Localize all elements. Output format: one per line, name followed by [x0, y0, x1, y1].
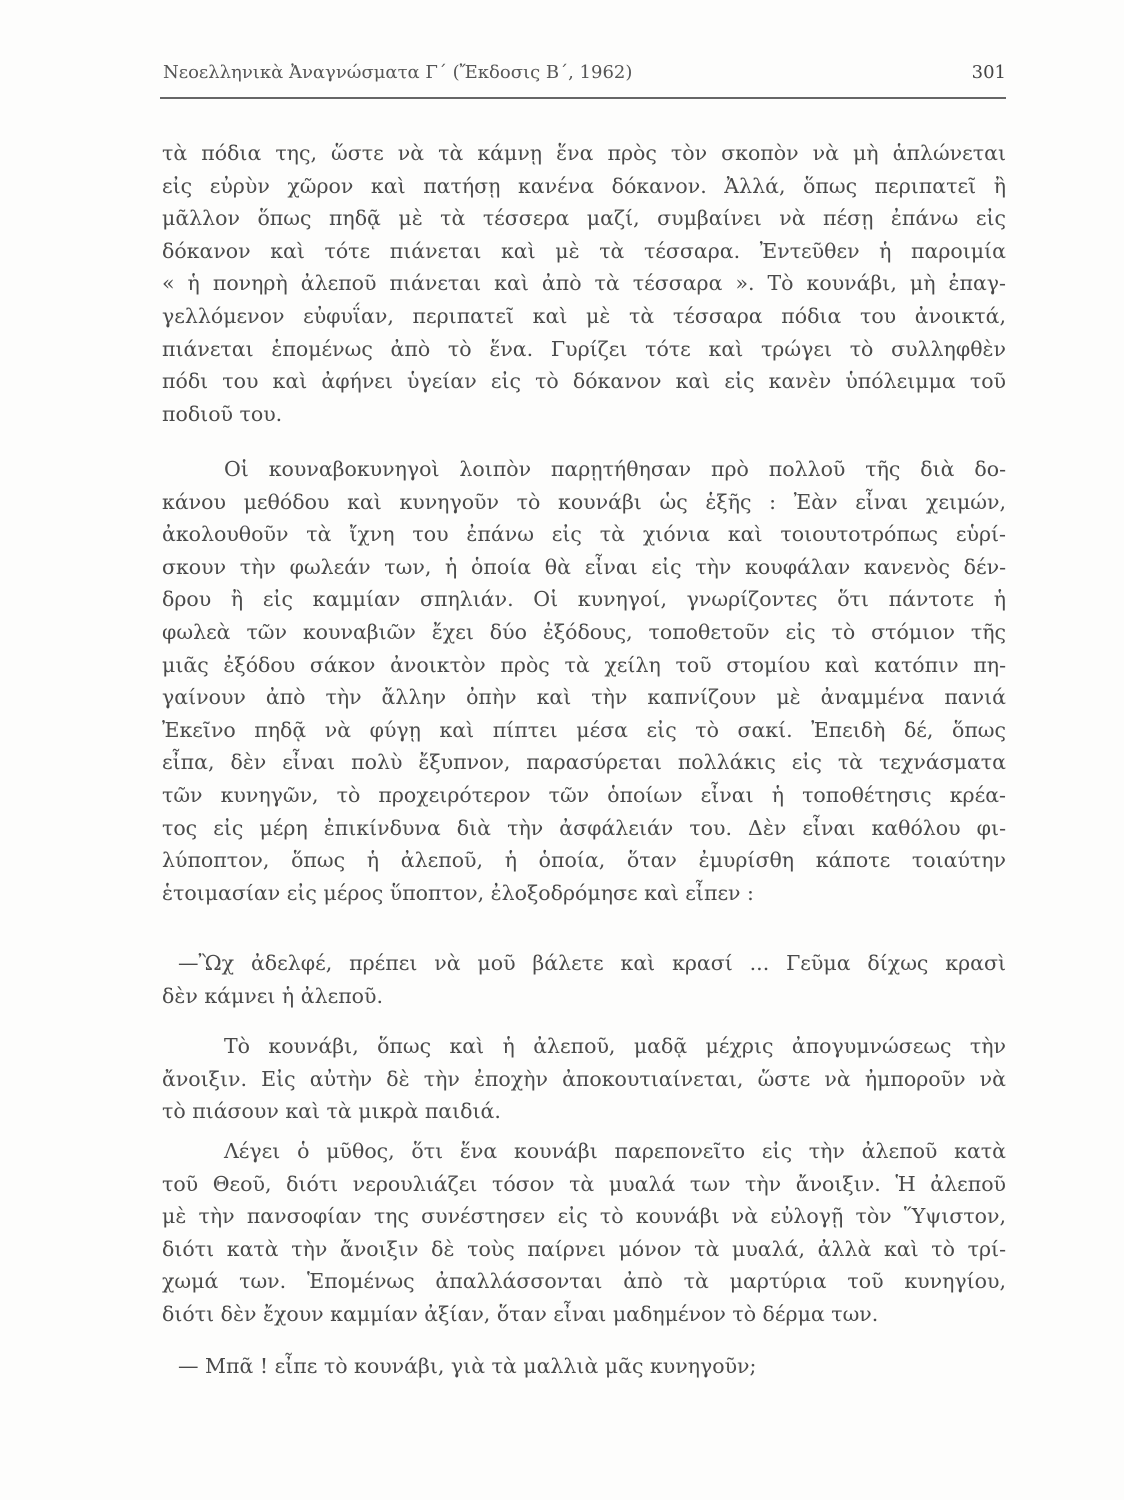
- text-line: « ἡ πονηρὴ ἀλεποῦ πιάνεται καὶ ἀπὸ τὰ τέσσαρα ». Τὸ κουνάβι, μὴ ἐπαγ-: [162, 271, 1006, 296]
- text-line: κάνου μεθόδου καὶ κυνηγοῦν τὸ κουνάβι ὡς ἑξῆς : Ἐὰν εἶναι χειμών,: [162, 489, 1006, 514]
- text-line: πιάνεται ἑπομένως ἀπὸ τὸ ἕνα. Γυρίζει τότε καὶ τρώγει τὸ συλληφθὲν: [162, 336, 1006, 361]
- text-line: γαίνουν ἀπὸ τὴν ἄλλην ὀπὴν καὶ τὴν καπνίζουν μὲ ἀναμμένα πανιά: [162, 685, 1006, 710]
- text-line: τὰ πόδια της, ὥστε νὰ τὰ κάμνῃ ἕνα πρὸς τὸν σκοπὸν νὰ μὴ ἁπλώνεται: [162, 141, 1006, 165]
- text-line: —Ὢχ ἀδελφέ, πρέπει νὰ μοῦ βάλετε καὶ κρασί ... Γεῦμα δίχως κρασὶ: [178, 951, 1006, 975]
- text-line: πόδι του καὶ ἀφήνει ὑγείαν εἰς τὸ δόκανον καὶ εἰς κανὲν ὑπόλειμμα τοῦ: [162, 369, 1006, 394]
- text-line: δόκανον καὶ τότε πιάνεται καὶ μὲ τὰ τέσσαρα. Ἐντεῦθεν ἡ παροιμία: [162, 238, 1006, 263]
- text-line: τοῦ Θεοῦ, διότι νερουλιάζει τόσον τὰ μυαλά των τὴν ἄνοιξιν. Ἡ ἀλεποῦ: [162, 1171, 1006, 1196]
- paragraph: [162, 453, 1006, 909]
- text-line: Ἐκεῖνο πηδᾷ νὰ φύγῃ καὶ πίπτει μέσα εἰς τὸ σακί. Ἐπειδὴ δέ, ὅπως: [162, 717, 1006, 742]
- text-line: ἀκολουθοῦν τὰ ἴχνη του ἐπάνω εἰς τὰ χιόνια καὶ τοιουτοτρόπως εὑρί-: [162, 522, 1006, 547]
- text-line: δρου ἢ εἰς καμμίαν σπηλιάν. Οἱ κυνηγοί, γνωρίζοντες ὅτι πάντοτε ἡ: [162, 587, 1006, 612]
- text-line: χωμά των. Ἑπομένως ἀπαλλάσσονται ἀπὸ τὰ μαρτύρια τοῦ κυνηγίου,: [162, 1269, 1006, 1294]
- text-line: φωλεὰ τῶν κουναβιῶν ἔχει δύο ἐξόδους, τοποθετοῦν εἰς τὸ στόμιον τῆς: [162, 619, 1006, 644]
- text-line: εἶπα, δὲν εἶναι πολὺ ἔξυπνον, παρασύρεται πολλάκις εἰς τὰ τεχνάσματα: [162, 750, 1006, 775]
- text-line: μᾶλλον ὅπως πηδᾷ μὲ τὰ τέσσερα μαζί, συμβαίνει νὰ πέσῃ ἐπάνω εἰς: [162, 206, 1006, 231]
- text-line: τος εἰς μέρη ἐπικίνδυνα διὰ τὴν ἀσφάλειάν του. Δὲν εἶναι καθόλου φι-: [162, 815, 1006, 840]
- running-title: Νεοελληνικὰ Ἀναγνώσματα Γ΄ (Ἔκδοσις Β΄, 1962): [163, 62, 633, 83]
- text-line: τὸ πιάσουν καὶ τὰ μικρὰ παιδιά.: [162, 1099, 501, 1124]
- text-line: Τὸ κουνάβι, ὅπως καὶ ἡ ἀλεποῦ, μαδᾷ μέχρις ἀπογυμνώσεως τὴν: [224, 1034, 1006, 1058]
- text-line: Οἱ κουναβοκυνηγοὶ λοιπὸν παρῃτήθησαν πρὸ πολλοῦ τῆς διὰ δο-: [224, 457, 1006, 481]
- paragraph: [162, 1030, 1006, 1128]
- text-line: λύποπτον, ὅπως ἡ ἀλεποῦ, ἡ ὁποία, ὅταν ἐμυρίσθη κάποτε τοιαύτην: [162, 848, 1006, 873]
- text-line: μὲ τὴν πανσοφίαν της συνέστησεν εἰς τὸ κουνάβι νὰ εὐλογῇ τὸν Ὕψιστον,: [162, 1204, 1006, 1229]
- text-line: ποδιοῦ του.: [162, 401, 283, 426]
- page-number: 301: [971, 62, 1006, 83]
- header-rule: [160, 97, 1006, 99]
- text-line: δὲν κάμνει ἡ ἀλεποῦ.: [162, 983, 383, 1008]
- text-line: μιᾶς ἐξόδου σάκον ἀνοικτὸν πρὸς τὰ χείλη τοῦ στομίου καὶ κατόπιν πη-: [162, 652, 1006, 677]
- paragraph: [162, 1135, 1006, 1331]
- paragraph: [162, 137, 1006, 430]
- text-line: διότι δὲν ἔχουν καμμίαν ἀξίαν, ὅταν εἶναι μαδημένον τὸ δέρμα των.: [162, 1301, 879, 1326]
- paragraph: [162, 1350, 1006, 1383]
- text-line: εἰς εὐρὺν χῶρον καὶ πατήσῃ κανένα δόκανον. Ἀλλά, ὅπως περιπατεῖ ἢ: [162, 173, 1006, 198]
- text-line: — Μπᾶ ! εἶπε τὸ κουνάβι, γιὰ τὰ μαλλιὰ μᾶς κυνηγοῦν;: [178, 1354, 757, 1378]
- text-line: τῶν κυνηγῶν, τὸ προχειρότερον τῶν ὁποίων εἶναι ἡ τοποθέτησις κρέα-: [162, 782, 1006, 807]
- paragraph: [162, 947, 1006, 1012]
- text-line: ἄνοιξιν. Εἰς αὐτὴν δὲ τὴν ἐποχὴν ἀποκουτιαίνεται, ὥστε νὰ ἠμποροῦν νὰ: [162, 1066, 1006, 1091]
- text-line: σκουν τὴν φωλεάν των, ἡ ὁποία θὰ εἶναι εἰς τὴν κουφάλαν κανενὸς δέν-: [162, 554, 1006, 579]
- text-line: ἑτοιμασίαν εἰς μέρος ὕποπτον, ἐλοξοδρόμησε καὶ εἶπεν :: [162, 880, 754, 905]
- text-line: γελλόμενον εὐφυΐαν, περιπατεῖ καὶ μὲ τὰ τέσσαρα πόδια του ἀνοικτά,: [162, 303, 1006, 328]
- text-line: Λέγει ὁ μῦθος, ὅτι ἕνα κουνάβι παρεπονεῖτο εἰς τὴν ἀλεποῦ κατὰ: [224, 1139, 1006, 1163]
- text-line: διότι κατὰ τὴν ἄνοιξιν δὲ τοὺς παίρνει μόνον τὰ μυαλά, ἀλλὰ καὶ τὸ τρί-: [162, 1236, 1006, 1261]
